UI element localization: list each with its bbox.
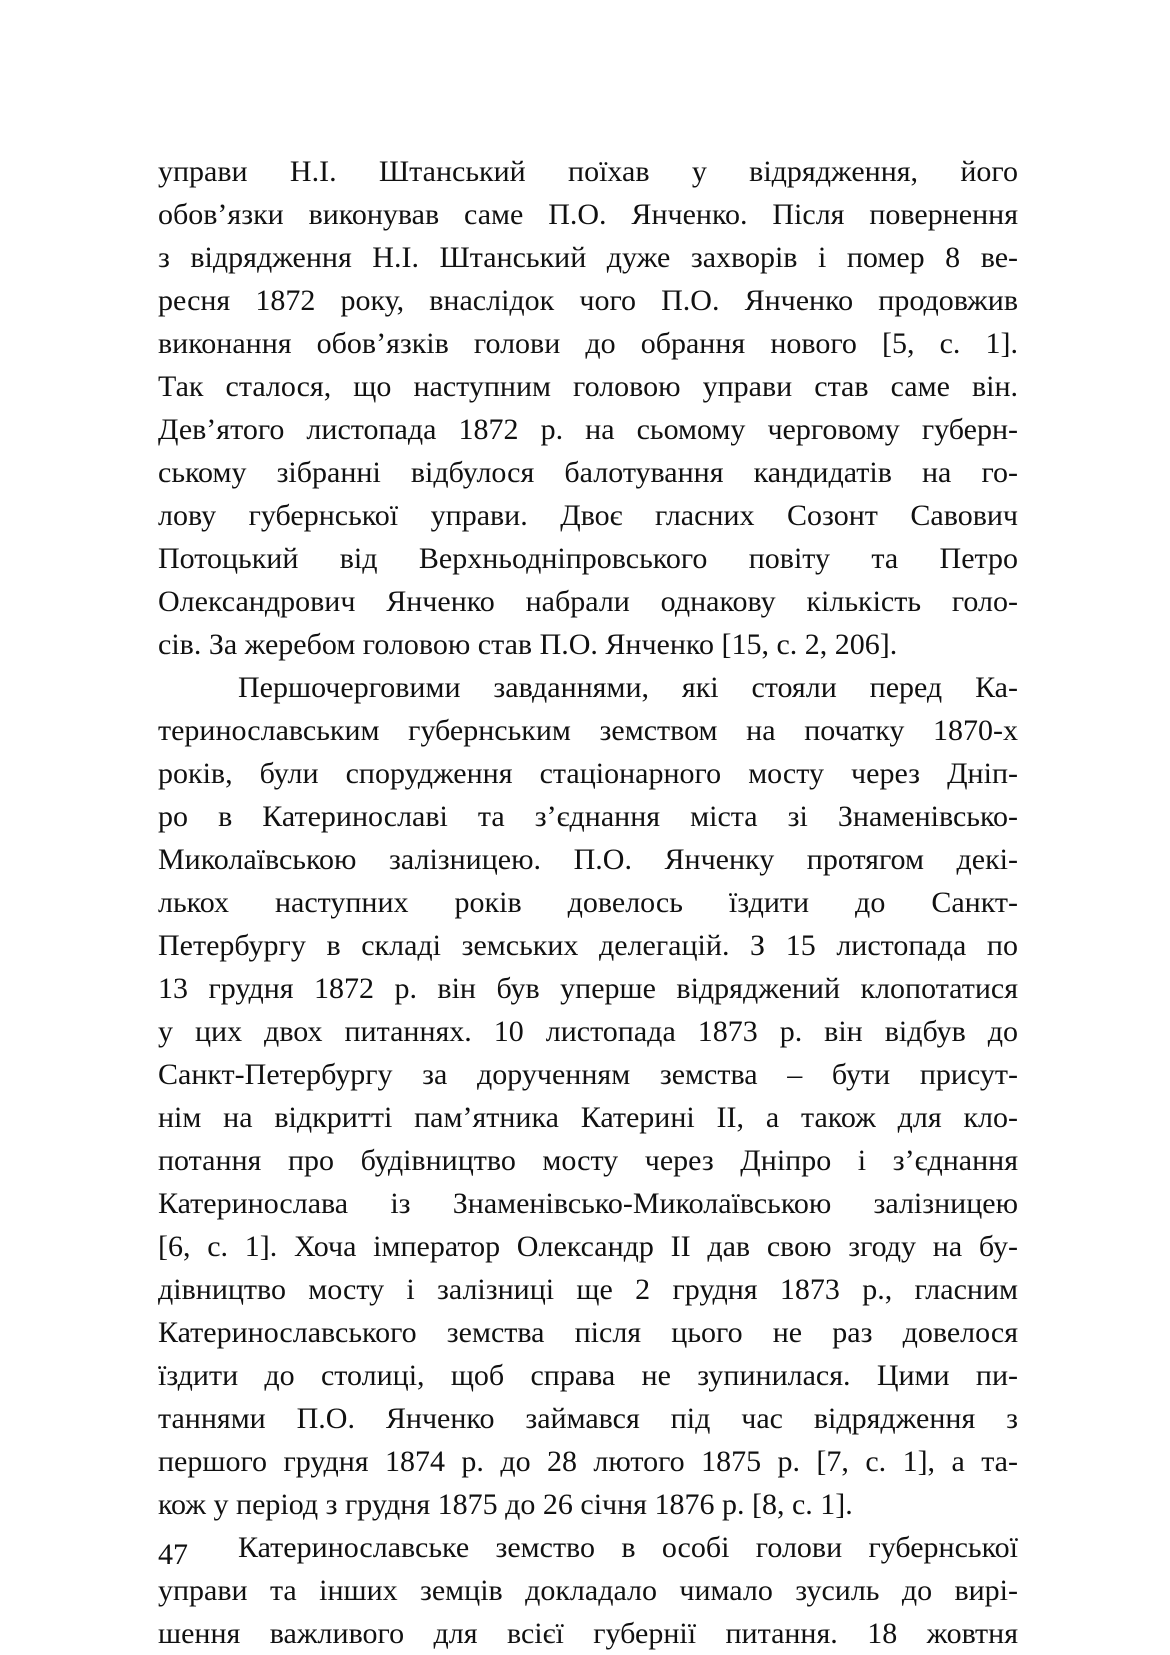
text-line: Санкт-Петербургу за дорученням земства – бути присут- (158, 1058, 1018, 1091)
text-line: років, були спорудження стаціонарного мосту через Дніп- (158, 757, 1018, 790)
text-line: Першочерговими завданнями, які стояли перед Ка- (238, 671, 1018, 704)
text-line: Катеринославське земство в особі голови губернської (238, 1531, 1018, 1564)
text-line: Потоцький від Верхньодніпровського повіту та Петро (158, 542, 1018, 575)
text-line: таннями П.О. Янченко займався під час відрядження з (158, 1402, 1018, 1435)
text-line: Петербургу в складі земських делегацій. З 15 листопада по (158, 929, 1018, 962)
text-line: лову губернської управи. Двоє гласних Созонт Савович (158, 499, 1018, 532)
text-line: Дев’ятого листопада 1872 р. на сьомому черговому губерн- (158, 413, 1018, 446)
body-text (158, 150, 1018, 1655)
paragraph (158, 150, 1018, 666)
page-number: 47 (158, 1538, 188, 1571)
text-line: Так сталося, що наступним головою управи став саме він. (158, 370, 1018, 403)
text-line: ро в Катеринославі та з’єднання міста зі Знаменівсько- (158, 800, 1018, 833)
text-line: [6, с. 1]. Хоча імператор Олександр ІІ дав свою згоду на бу- (158, 1230, 1018, 1263)
text-line: обов’язки виконував саме П.О. Янченко. Після повернення (158, 198, 1018, 231)
text-line: дівництво мосту і залізниці ще 2 грудня 1873 р., гласним (158, 1273, 1018, 1306)
text-line: Миколаївською залізницею. П.О. Янченку протягом декі- (158, 843, 1018, 876)
text-line: Катеринослава із Знаменівсько-Миколаївською залізницею (158, 1187, 1018, 1220)
text-line: управи Н.І. Штанський поїхав у відрядження, його (158, 155, 1018, 188)
text-line: у цих двох питаннях. 10 листопада 1873 р. він відбув до (158, 1015, 1018, 1048)
text-line: ресня 1872 року, внаслідок чого П.О. Янченко продовжив (158, 284, 1018, 317)
text-line: лькох наступних років довелось їздити до Санкт- (158, 886, 1018, 919)
text-line: шення важливого для всієї губернії питання. 18 жовтня (158, 1617, 1018, 1650)
text-line: нім на відкритті пам’ятника Катерині ІІ, а також для кло- (158, 1101, 1018, 1134)
text-line: потання про будівництво мосту через Дніпро і з’єднання (158, 1144, 1018, 1177)
text-line: виконання обов’язків голови до обрання нового [5, с. 1]. (158, 327, 1018, 360)
text-line: теринославським губернським земством на початку 1870-х (158, 714, 1018, 747)
text-line: їздити до столиці, щоб справа не зупинилася. Цими пи- (158, 1359, 1018, 1392)
text-line: 13 грудня 1872 р. він був уперше відряджений клопотатися (158, 972, 1018, 1005)
text-line: ському зібранні відбулося балотування кандидатів на го- (158, 456, 1018, 489)
paragraph (158, 1526, 1018, 1655)
text-line: з відрядження Н.І. Штанський дуже захворів і помер 8 ве- (158, 241, 1018, 274)
text-line: Олександрович Янченко набрали однакову кількість голо- (158, 585, 1018, 618)
text-line: сів. За жеребом головою став П.О. Янченко [15, с. 2, 206]. (158, 628, 898, 661)
text-line: першого грудня 1874 р. до 28 лютого 1875 р. [7, с. 1], а та- (158, 1445, 1018, 1478)
paragraph (158, 666, 1018, 1526)
text-line: Катеринославського земства після цього не раз довелося (158, 1316, 1018, 1349)
text-line: кож у період з грудня 1875 до 26 січня 1876 р. [8, с. 1]. (158, 1488, 853, 1521)
text-line: управи та інших земців докладало чимало зусиль до вирі- (158, 1574, 1018, 1607)
